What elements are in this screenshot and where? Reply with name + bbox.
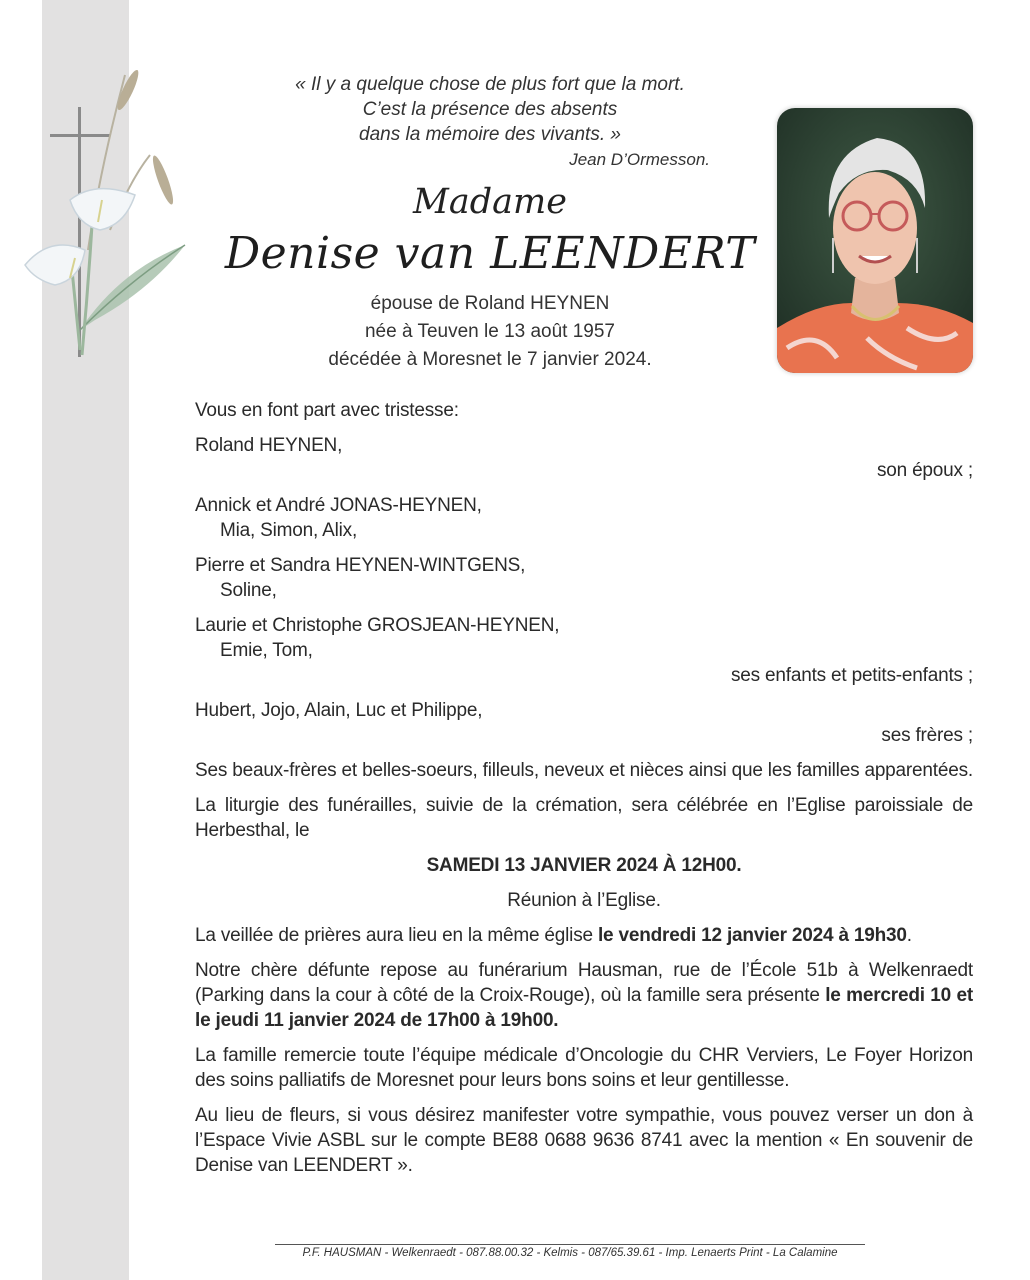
children-role: ses enfants et petits-enfants ; (731, 665, 973, 686)
liturgy-text: La liturgie des funérailles, suivie de la crémation, sera célébrée en l’Eglise paroissiale de Herbesthal, le (195, 795, 973, 841)
quote-line: « Il y a quelque chose de plus fort que la mort. (295, 74, 685, 95)
cross-horizontal (50, 134, 110, 137)
siblings: Hubert, Jojo, Alain, Luc et Philippe, (195, 700, 483, 721)
palm-leaf (80, 245, 185, 330)
family-grandchildren: Emie, Tom, (220, 640, 313, 661)
footer-text: P.F. HAUSMAN - Welkenraedt - 087.88.00.32 - Kelmis - 087/65.39.61 - Imp. Lenaerts Print - La Calamine (302, 1247, 838, 1259)
bio-block (230, 290, 750, 374)
portrait-image (777, 108, 973, 373)
honorific: Madame (413, 182, 567, 222)
wheat-ear (114, 68, 142, 112)
vigil-end: . (906, 925, 912, 946)
ceremony-date: SAMEDI 13 JANVIER 2024 À 12H00. (426, 855, 742, 876)
death-line: décédée à Moresnet le 7 janvier 2024. (328, 349, 652, 370)
vigil-text (195, 923, 973, 948)
spouse-name: Roland HEYNEN, (195, 435, 343, 456)
family-group (195, 493, 973, 543)
family-grandchildren: Mia, Simon, Alix, (220, 520, 358, 541)
vigil-regular: La veillée de prières aura lieu en la même église (195, 925, 598, 946)
deceased-name: Denise van LEENDERT (224, 228, 756, 279)
family-parents: Pierre et Sandra HEYNEN-WINTGENS, (195, 555, 526, 576)
spouse-line: épouse de Roland HEYNEN (370, 293, 610, 314)
donation-text: Au lieu de fleurs, si vous désirez manifester votre sympathie, vous pouvez verser un don à l’Espace Vivie ASBL sur le compte BE88 0688 9636 8741 avec la mention « En souvenir de Denise van LEENDERT ». (195, 1105, 973, 1176)
family-parents: Annick et André JONAS-HEYNEN, (195, 495, 482, 516)
intro-text: Vous en font part avec tristesse: (195, 400, 459, 421)
funerarium-regular: Notre chère défunte repose au funérarium Hausman, rue de l’École 51b à Welkenraedt (Parking dans la cour à côté de la Croix-Rouge), où la famille sera présente (195, 960, 973, 1006)
vigil-bold: le vendredi 12 janvier 2024 à 19h30 (597, 925, 907, 946)
siblings-role: ses frères ; (881, 725, 973, 746)
family-parents: Laurie et Christophe GROSJEAN-HEYNEN, (195, 615, 560, 636)
quote-line: dans la mémoire des vivants. » (359, 124, 621, 145)
lily-stem (82, 225, 92, 355)
portrait-photo (777, 108, 973, 373)
quote-line: C’est la présence des absents (362, 99, 618, 120)
birth-line: née à Teuven le 13 août 1957 (364, 321, 616, 342)
extended-family: Ses beaux-frères et belles-soeurs, filleuls, neveux et nièces ainsi que les familles apparentées. (195, 760, 973, 781)
announcement-body (195, 398, 973, 1188)
thanks-text: La famille remercie toute l’équipe médicale d’Oncologie du CHR Verviers, Le Foyer Horizon des soins palliatifs de Moresnet pour leurs bons soins et leur gentillesse. (195, 1045, 973, 1091)
funerarium-text (195, 958, 973, 1033)
family-group (195, 553, 973, 603)
meeting-text: Réunion à l’Eglise. (507, 890, 661, 911)
wheat-ear (149, 154, 176, 206)
family-group (195, 613, 973, 663)
spouse-role: son époux ; (876, 460, 973, 481)
cross-lily-wheat-icon (0, 50, 200, 370)
lily-flower (25, 245, 85, 285)
funerarium-bold: le mercredi 10 et le jeudi 11 janvier 2024 de 17h00 à 19h00. (195, 985, 974, 1031)
quote-author: Jean D’Ormesson. (569, 150, 710, 169)
family-grandchildren: Soline, (220, 580, 277, 601)
quote-block (230, 72, 750, 172)
footer-divider (275, 1244, 865, 1245)
